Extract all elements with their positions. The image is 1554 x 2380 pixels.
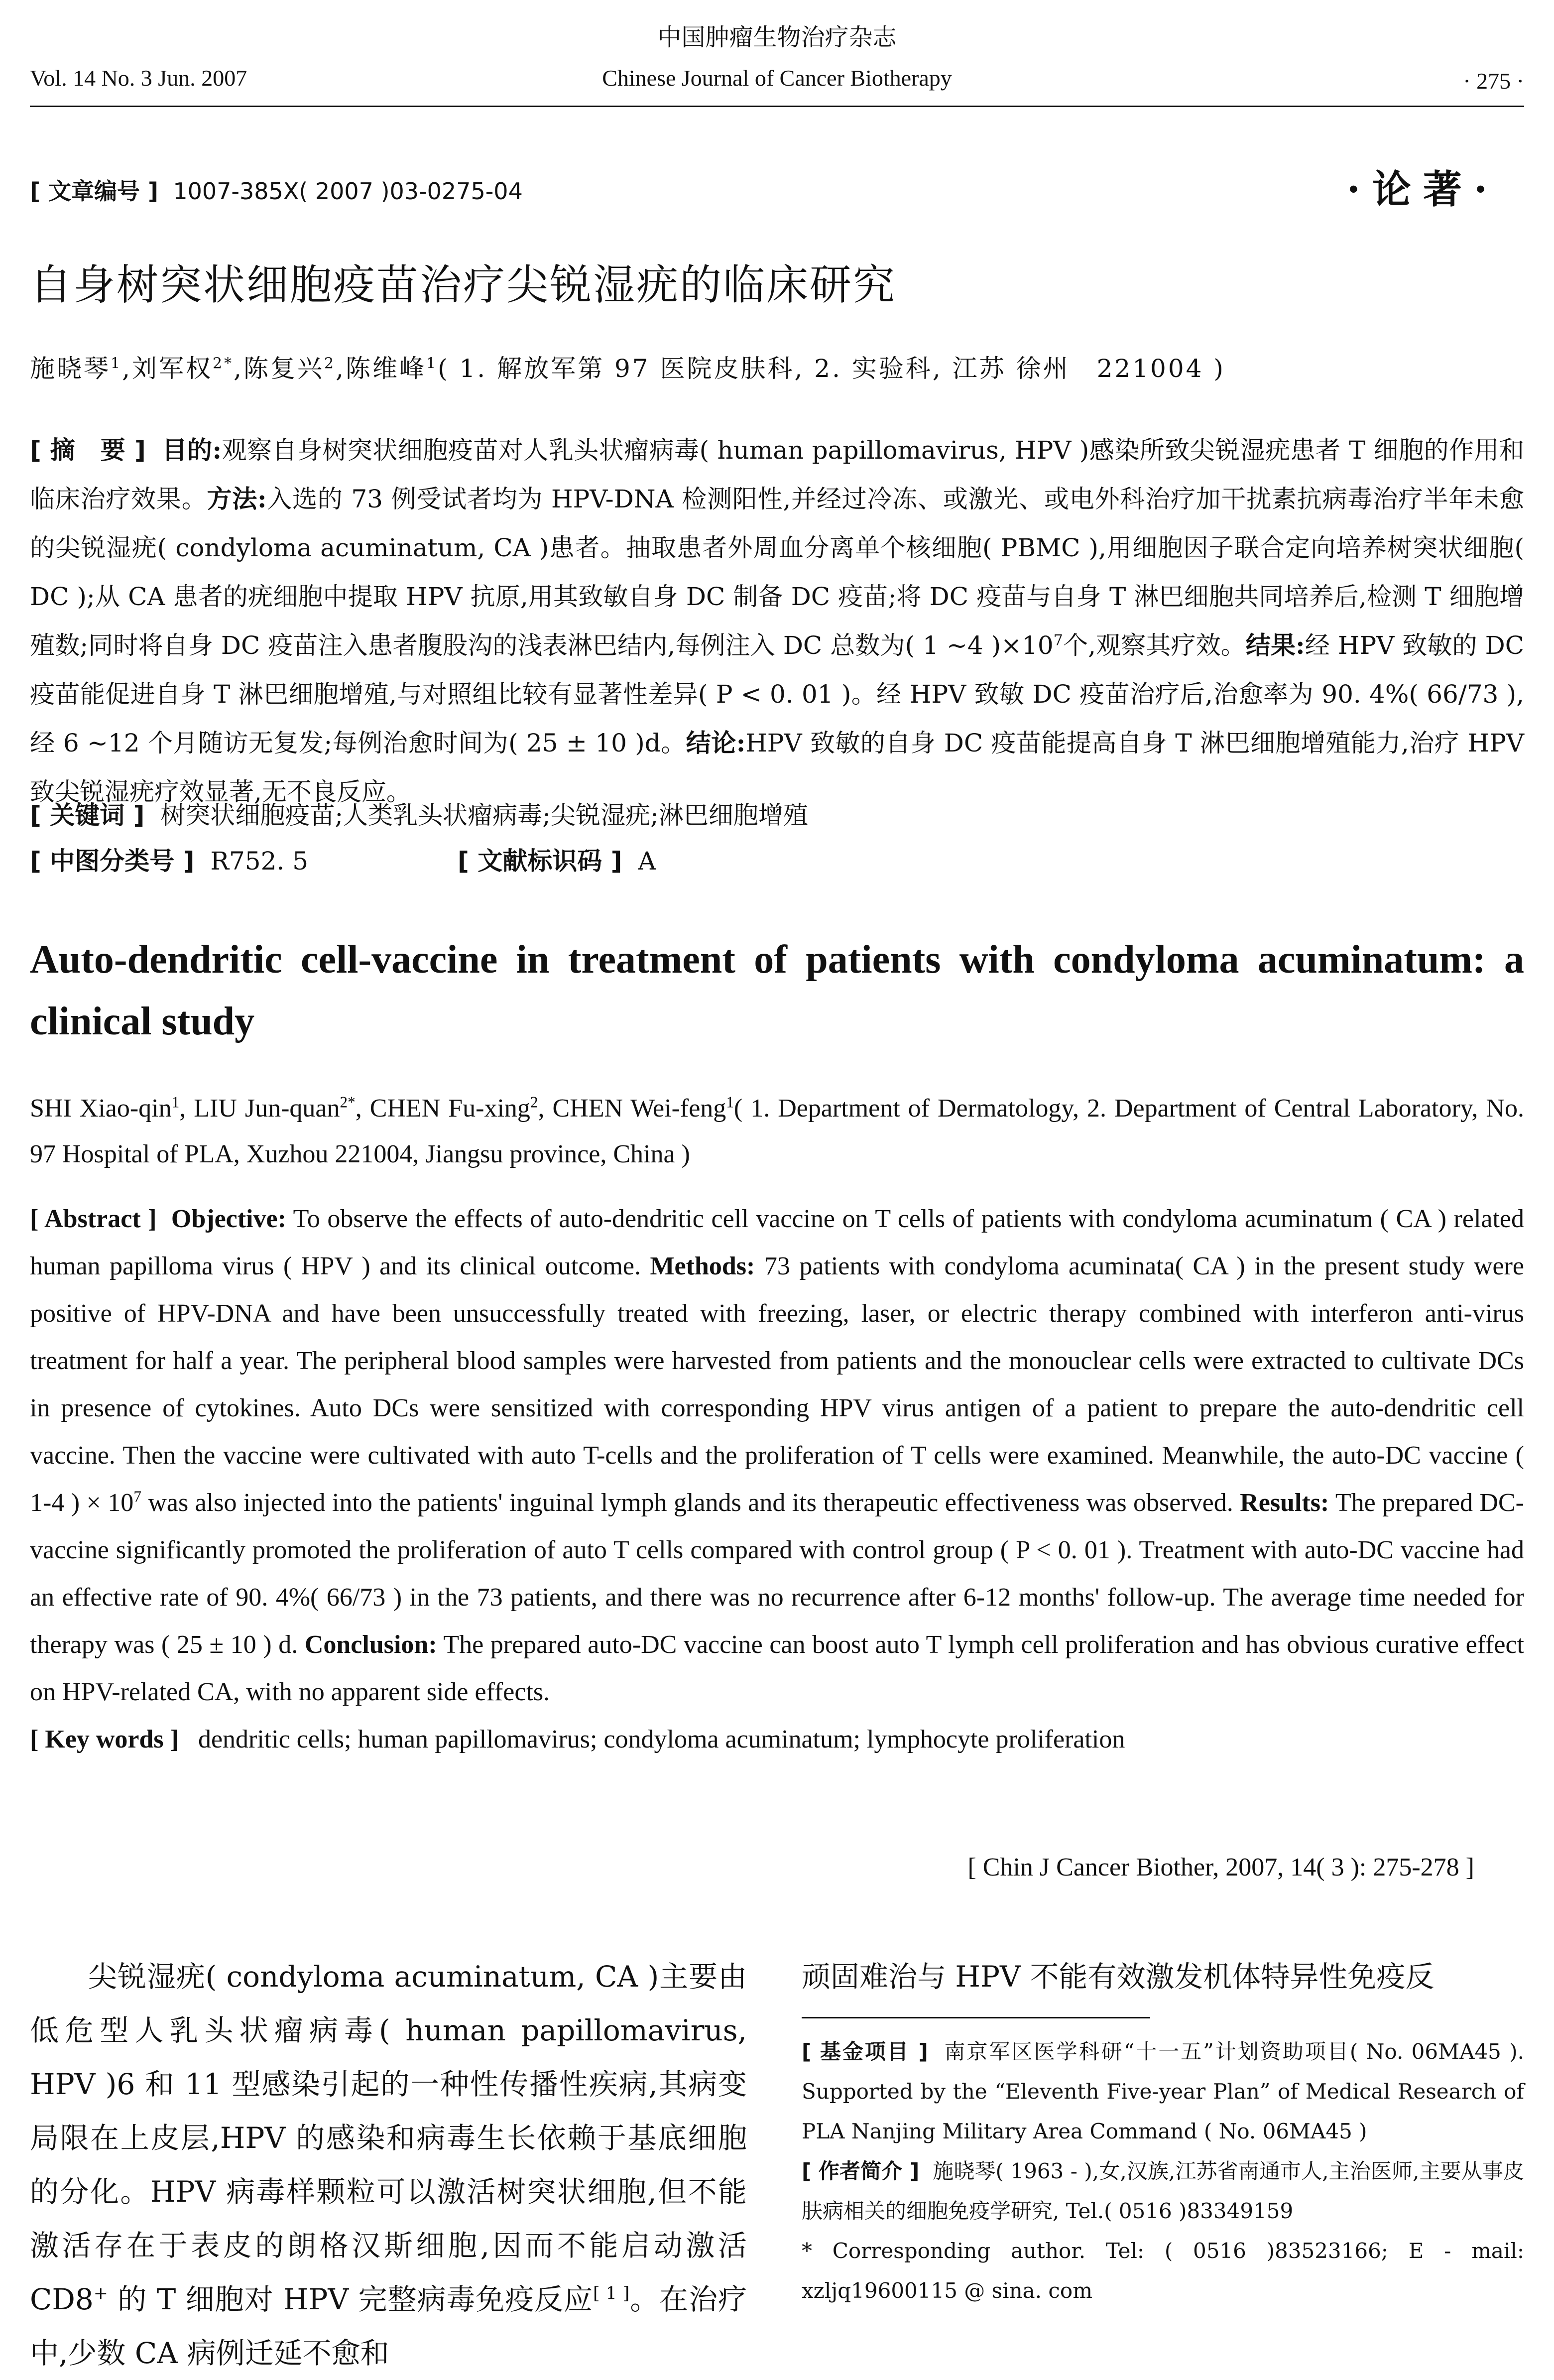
keywords-cn-label: [ 关键词 ] [30, 801, 145, 830]
authors-en: SHI Xiao-qin$^1$, LIU Jun-quan$^{2*}$, CHEN Fu-xing$^2$, CHEN Wei-feng$^1$( 1. Department of Dermatology, 2. Department of Central Laboratory, No. 97 Hospital of PLA, Xuzhou 221004, Jiangsu province, China ) [30, 1093, 1524, 1168]
affiliation-cn: ( 1. 解放军第 97 医院皮肤科, 2. 实验科, 江苏 徐州 221004 ) [438, 354, 1225, 383]
methods-en-a: 73 patients with condyloma acuminata( CA ) in the present study were positive of HPV-DNA and have been unsuccessfully treated with freezing, laser, or electric therapy combined with interferon anti-virus treatment for half a year. The peripheral blood samples were harvested from patients and the monouclear cells were extracted to cultivate DCs in presence of cytokines. Auto DCs were sensitized with corresponding HPV virus antigen of a patient to prepare the auto-dendritic cell vaccine. Then the vaccine were cultivated with auto T-cells and the proliferation of T cells were examined. Meanwhile, the auto-DC vaccine ( 1-4 ) × 10 [30, 1252, 1525, 1517]
keywords-en-label: [ Key words ] [30, 1725, 179, 1754]
abstract-en-label: [ Abstract ] [30, 1205, 157, 1233]
section-tag: ·论著· [1346, 167, 1499, 212]
conclusion-cn: HPV 致敏的自身 DC 疫苗能提高自身 T 淋巴细胞增殖能力,治疗 HPV 致尖锐湿疣疗效显著,无不良反应。 [30, 729, 1524, 806]
journal-name-en: Chinese Journal of Cancer Biotherapy [602, 65, 952, 91]
results-cn-label: 结果: [1245, 630, 1305, 660]
footnote-corresponding: * Corresponding author. Tel: ( 0516 )83523166; E - mail: xzljq19600115 @ sina. com [802, 2239, 1524, 2303]
article-number-value: 1007-385X( 2007 )03-0275-04 [173, 178, 523, 205]
conclusion-cn-label: 结论: [686, 728, 746, 757]
keywords-cn-value: 树突状细胞疫苗;人类乳头状瘤病毒;尖锐湿疣;淋巴细胞增殖 [160, 801, 808, 830]
author-en-1: SHI Xiao-qin [30, 1094, 172, 1123]
footnote-bio [802, 2151, 1524, 2231]
citation: [ Chin J Cancer Biother, 2007, 14( 3 ): 275-278 ] [967, 1853, 1474, 1881]
bio-text: 施晓琴( 1963 - ),女,汉族,江苏省南通市人,主治医师,主要从事皮肤病相关的细胞免疫学研究, Tel.( 0516 )83349159 [802, 2159, 1525, 2223]
abstract-en [30, 1195, 1524, 1763]
author-en-4: CHEN Wei-feng [552, 1094, 726, 1123]
author-en-3: CHEN Fu-xing [369, 1094, 530, 1123]
doc-code-value: A [638, 847, 656, 876]
body-left-sup: + [93, 2283, 108, 2304]
keywords-en: dendritic cells; human papillomavirus; condyloma acuminatum; lymphocyte proliferation [198, 1725, 1125, 1754]
author-cn-1: 施晓琴 [30, 354, 111, 383]
footnote-fund [802, 2032, 1524, 2151]
header-rule [30, 106, 1524, 107]
clc-value: R752. 5 [210, 847, 309, 876]
authors-cn: 施晓琴$^1$,刘军权$^{2*}$,陈复兴$^2$,陈维峰$^1$( 1. 解放军第 97 医院皮肤科, 2. 实验科, 江苏 徐州 221004 ) [30, 354, 1225, 383]
affiliation-en: ( 1. Department of Dermatology, 2. Department of Central Laboratory, No. 97 Hospital of PLA, Xuzhou 221004, Jiangsu province, China ) [30, 1094, 1524, 1168]
methods-cn-b: 个,观察其疗效。 [1063, 631, 1246, 660]
footnotes [802, 2032, 1524, 2311]
objective-cn-label: 目的: [162, 435, 222, 465]
article-number [30, 173, 523, 206]
fund-label: [ 基金项目 ] [802, 2039, 928, 2064]
objective-en-label: Objective: [171, 1205, 286, 1233]
abstract-cn [30, 426, 1524, 816]
abstract-cn-label: [ 摘 要 ] [30, 436, 146, 465]
body-left-c: 。在治疗中,少数 CA 病例迁延不愈和 [30, 2282, 747, 2370]
body-left-b: 的 T 细胞对 HPV 完整病毒免疫反应 [108, 2282, 594, 2316]
methods-en-b: was also injected into the patients' inguinal lymph glands and its therapeutic effectiveness was observed. [141, 1489, 1233, 1517]
clc-label: [ 中图分类号 ] [30, 847, 195, 876]
results-en-label: Results: [1240, 1489, 1329, 1517]
objective-en: To observe the effects of auto-dendritic cell vaccine on T cells of patients with condyloma acuminatum ( CA ) related human papilloma virus ( HPV ) and its clinical outcome. [30, 1205, 1525, 1280]
author-en-2: LIU Jun-quan [194, 1094, 340, 1123]
body-text-right: 顽固难治与 HPV 不能有效激发机体特异性免疫反 [802, 1960, 1434, 1994]
conclusion-en-label: Conclusion: [304, 1630, 437, 1659]
title-en: Auto-dendritic cell-vaccine in treatment of patients with condyloma acuminatum: a clinical study [30, 938, 1524, 1043]
author-cn-2: 刘军权 [132, 354, 213, 383]
methods-en-sup: 7 [133, 1488, 141, 1505]
article-number-label: [ 文章编号 ] [30, 178, 159, 205]
objective-cn: 观察自身树突状细胞疫苗对人乳头状瘤病毒( human papillomavirus, HPV )感染所致尖锐湿疣患者 T 细胞的作用和临床治疗效果。 [30, 436, 1524, 513]
conclusion-en: The prepared auto-DC vaccine can boost auto T lymph cell proliferation and has obvious curative effect on HPV-related CA, with no apparent side effects. [30, 1630, 1524, 1706]
footnote-rule [802, 2017, 1150, 2018]
fund-text: 南京军区医学科研“十一五”计划资助项目( No. 06MA45 ). Supported by the “Eleventh Five-year Plan” of Medical Research of PLA Nanjing Military Area Command ( No. 06MA45 ) [802, 2039, 1525, 2143]
journal-name-cn: 中国肿瘤生物治疗杂志 [657, 23, 897, 51]
methods-cn-label: 方法: [207, 484, 267, 513]
author-cn-3: 陈复兴 [243, 354, 324, 383]
keywords-cn [30, 791, 1524, 840]
results-cn: 经 HPV 致敏的 DC 疫苗能促进自身 T 淋巴细胞增殖,与对照组比较有显著性差异( P < 0. 01 )。经 HPV 致敏 DC 疫苗治疗后,治愈率为 90. 4%( 66/73 ),经 6 ~12 个月随访无复发;每例治愈时间为( 25 ± 10 )d。 [30, 631, 1525, 757]
author-cn-4: 陈维峰 [346, 354, 426, 383]
results-en: The prepared DC-vaccine significantly promoted the proliferation of auto T cells compared with control group ( P < 0. 01 ). Treatment with auto-DC vaccine had an effective rate of 90. 4%( 66/73 ) in the 73 patients, and there was no recurrence after 6-12 months' follow-up. The average time needed for therapy was ( 25 ± 10 ) d. [30, 1489, 1524, 1659]
classification-cn [30, 837, 1524, 885]
methods-cn-a: 入选的 73 例受试者均为 HPV-DNA 检测阳性,并经过冷冻、或激光、或电外科治疗加干扰素抗病毒治疗半年未愈的尖锐湿疣( condyloma acuminatum, CA )患者。抽取患者外周血分离单个核细胞( PBMC ),用细胞因子联合定向培养树突状细胞( DC );从 CA 患者的疣细胞中提取 HPV 抗原,用其致敏自身 DC 制备 DC 疫苗;将 DC 疫苗与自身 T 淋巴细胞共同培养后,检测 T 细胞增殖数;同时将自身 DC 疫苗注入患者腹股沟的浅表淋巴结内,每例注入 DC 总数为( 1 ~4 )×10 [30, 485, 1524, 660]
methods-en-label: Methods: [650, 1252, 755, 1280]
reference-marker[interactable]: [ 1 ] [593, 2283, 630, 2304]
title-cn: 自身树突状细胞疫苗治疗尖锐湿疣的临床研究 [30, 260, 897, 309]
bio-label: [ 作者简介 ] [802, 2159, 920, 2183]
doc-code-label: [ 文献标识码 ] [458, 847, 622, 876]
methods-cn-sup: 7 [1053, 631, 1063, 649]
body-left-a: 尖锐湿疣( condyloma acuminatum, CA )主要由低危型人乳头状瘤病毒( human papillomavirus, HPV )6 和 11 型感染引起的一种性传播性疾病,其病变局限在上皮层,HPV 的感染和病毒生长依赖于基底细胞的分化。HPV 病毒样颗粒可以激活树突状细胞,但不能激活存在于表皮的朗格汉斯细胞,因而不能启动激活 CD8 [30, 1960, 747, 2316]
volume-info: Vol. 14 No. 3 Jun. 2007 [30, 65, 247, 91]
body-text-left [30, 1950, 747, 2380]
page-number: · 275 · [1463, 68, 1524, 94]
